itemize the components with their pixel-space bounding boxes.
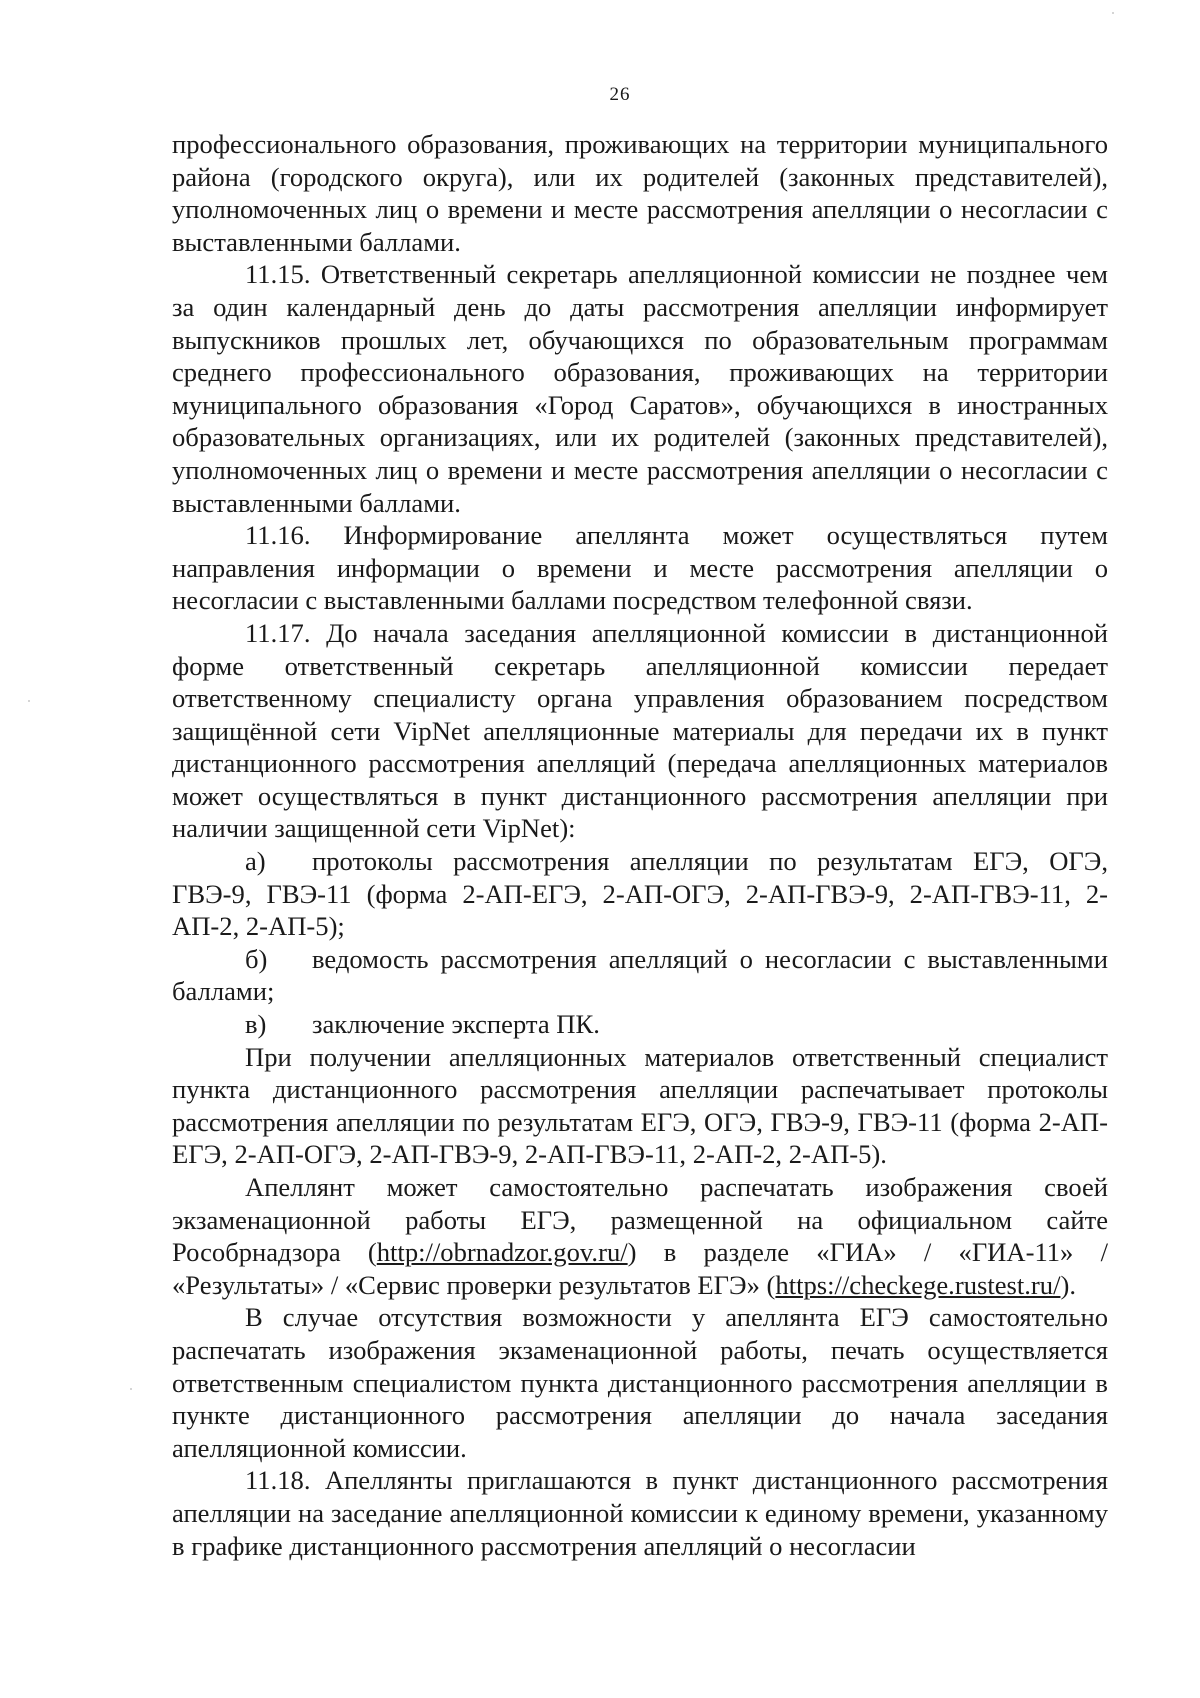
list-item-text: протоколы рассмотрения апелляции по результатам ЕГЭ, ОГЭ, ГВЭ-9, ГВЭ-11 (форма 2-АП-ЕГЭ, 2-АП-ОГЭ, 2-АП-ГВЭ-9, 2-АП-ГВЭ-11, 2-АП-2, 2-АП-5); [172, 846, 1108, 942]
scan-speck [28, 700, 30, 702]
page-number: 26 [609, 84, 631, 105]
paragraph-materials-print: При получении апелляционных материалов ответственный специалист пункта дистанционного рассмотрения апелляции распечатывает протоколы рассмотрения апелляции по результатам ЕГЭ, ОГЭ, ГВЭ-9, ГВЭ-11 (форма 2-АП-ЕГЭ, 2-АП-ОГЭ, 2-АП-ГВЭ-9, 2-АП-ГВЭ-11, 2-АП-2, 2-АП-5). [172, 1041, 1108, 1170]
paragraph-11-16: 11.16. Информирование апеллянта может осуществляться путем направления информации о времени и месте рассмотрения апелляции о несогласии с выставленными баллами посредством телефонной связи. [172, 520, 1108, 616]
list-marker: в) [245, 1009, 267, 1040]
list-item-c [172, 1008, 1108, 1041]
appellant-text-start: Апеллянт может самостоятельно распечатать изображения своей экзаменационной работы ЕГЭ, размещенной на официальном сайте Рособрнадзора ( [172, 1172, 1108, 1268]
list-item-text: заключение эксперта ПК. [312, 1009, 600, 1040]
paragraph-11-17: 11.17. До начала заседания апелляционной комиссии в дистанционной форме ответственный секретарь апелляционной комиссии передает ответственному специалисту органа управления образованием посредством защищённой сети VipNet апелляционные материалы для передачи их в пункт дистанционного рассмотрения апелляций (передача апелляционных материалов может осуществляться в пункт дистанционного рассмотрения апелляции при наличии защищенной сети VipNet): [172, 617, 1108, 844]
checkege-link[interactable]: https://checkege.rustest.ru/ [775, 1269, 1061, 1300]
list-item-a [172, 845, 1108, 943]
paragraph-appellant-print [172, 1171, 1108, 1301]
paragraph-no-print-option: В случае отсутствия возможности у апеллянта ЕГЭ самостоятельно распечатать изображения экзаменационной работы, печать осуществляется ответственным специалистом пункта дистанционного рассмотрения апелляции в пункте дистанционного рассмотрения апелляции до начала заседания апелляционной комиссии. [172, 1302, 1108, 1463]
appellant-text-end: ). [1060, 1269, 1076, 1300]
list-item-text: ведомость рассмотрения апелляций о несогласии с выставленными баллами; [172, 943, 1108, 1007]
scan-speck [130, 1388, 132, 1390]
list-marker: а) [245, 846, 266, 877]
list-item-b [172, 943, 1108, 1008]
document-body [172, 128, 1108, 1562]
paragraph-11-15: 11.15. Ответственный секретарь апелляционной комиссии не позднее чем за один календарный день до даты рассмотрения апелляции информирует выпускников прошлых лет, обучающихся по образовательным программам среднего профессионального образования, проживающих на территории муниципального образования «Город Саратов», обучающихся в иностранных образовательных организациях, или их родителей (законных представителей), уполномоченных лиц о времени и месте рассмотрения апелляции о несогласии с выставленными баллами. [172, 259, 1108, 518]
paragraph-11-18: 11.18. Апеллянты приглашаются в пункт дистанционного рассмотрения апелляции на заседание апелляционной комиссии к единому времени, указанному в графике дистанционного рассмотрения апелляций о несогласии [172, 1465, 1108, 1561]
paragraph-continuation: профессионального образования, проживающих на территории муниципального района (городского округа), или их родителей (законных представителей), уполномоченных лиц о времени и месте рассмотрения апелляции о несогласии с выставленными баллами. [172, 129, 1108, 257]
scan-speck [1112, 12, 1114, 14]
list-marker: б) [245, 943, 268, 974]
obrnadzor-link[interactable]: http://obrnadzor.gov.ru/ [376, 1237, 628, 1268]
appellant-text-middle: ) в разделе «ГИА» / «ГИА-11» / «Результаты» / «Сервис проверки результатов ЕГЭ» ( [172, 1237, 1108, 1300]
